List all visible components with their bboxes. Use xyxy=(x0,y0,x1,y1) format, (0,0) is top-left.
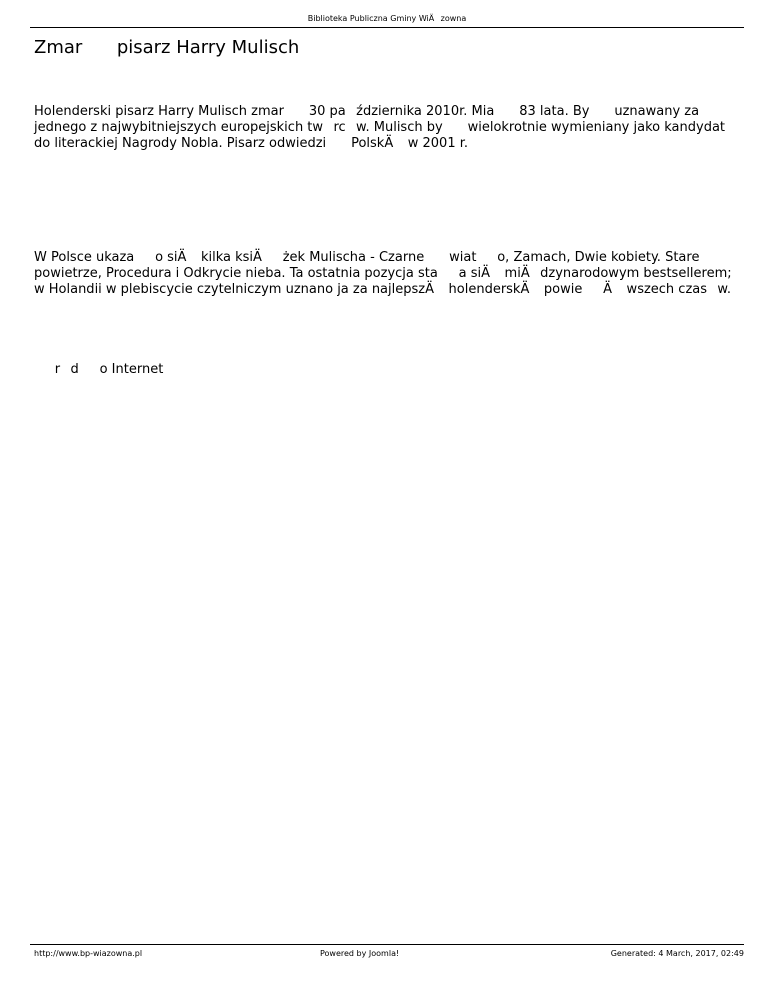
placeholder-glyph:  xyxy=(34,346,45,361)
article-title: Zmar pisarz Harry Mulisch xyxy=(34,37,300,58)
placeholder-glyph:  xyxy=(34,330,45,345)
placeholder-glyph:  xyxy=(34,88,45,103)
article-paragraph-books: W Polsce ukazao siÄ kilka ksiÄ żek Mulischa - Czarne wiato, Zamach, Dwie kobiety. Stare powietrze, Procedura i Odkrycie nieba. Ta ostatnia pozycja staa siÄ miÄdzynarodowym bestsellerem; w Holandii w plebiscycie czytelniczym uznano ja za najlepszÄ holenderskÄ powieÄ wszech czasw. xyxy=(34,250,732,297)
placeholder-glyph:  xyxy=(34,186,45,201)
article-source: rdo Internet xyxy=(34,362,164,377)
placeholder-glyph:  xyxy=(34,298,45,313)
site-header xyxy=(30,14,744,28)
article-paragraph-intro: Holenderski pisarz Harry Mulisch zmar 30 października 2010r. Mia 83 lata. By uznawany za jednego z najwybitniejszych europejskich twrcw. Mulisch by wielokrotnie wymieniany jako kandydat do literackiej Nagrody Nobla. Pisarz odwiedzi PolskÄ w 2001 r. xyxy=(34,104,726,151)
spacer xyxy=(34,152,734,170)
placeholder-glyph:  xyxy=(37,170,48,185)
spacer xyxy=(34,314,734,330)
site-footer xyxy=(30,944,744,959)
site-name: Biblioteka Publiczna Gminy WiÄ zowna xyxy=(307,14,467,23)
article-body xyxy=(34,88,734,378)
footer-powered: Powered by Joomla! xyxy=(320,949,400,958)
spacer xyxy=(34,202,734,250)
footer-url: http://www.bp-wiazowna.pl xyxy=(34,949,143,958)
footer-generated: Generated: 4 March, 2017, 02:49 xyxy=(610,949,744,958)
